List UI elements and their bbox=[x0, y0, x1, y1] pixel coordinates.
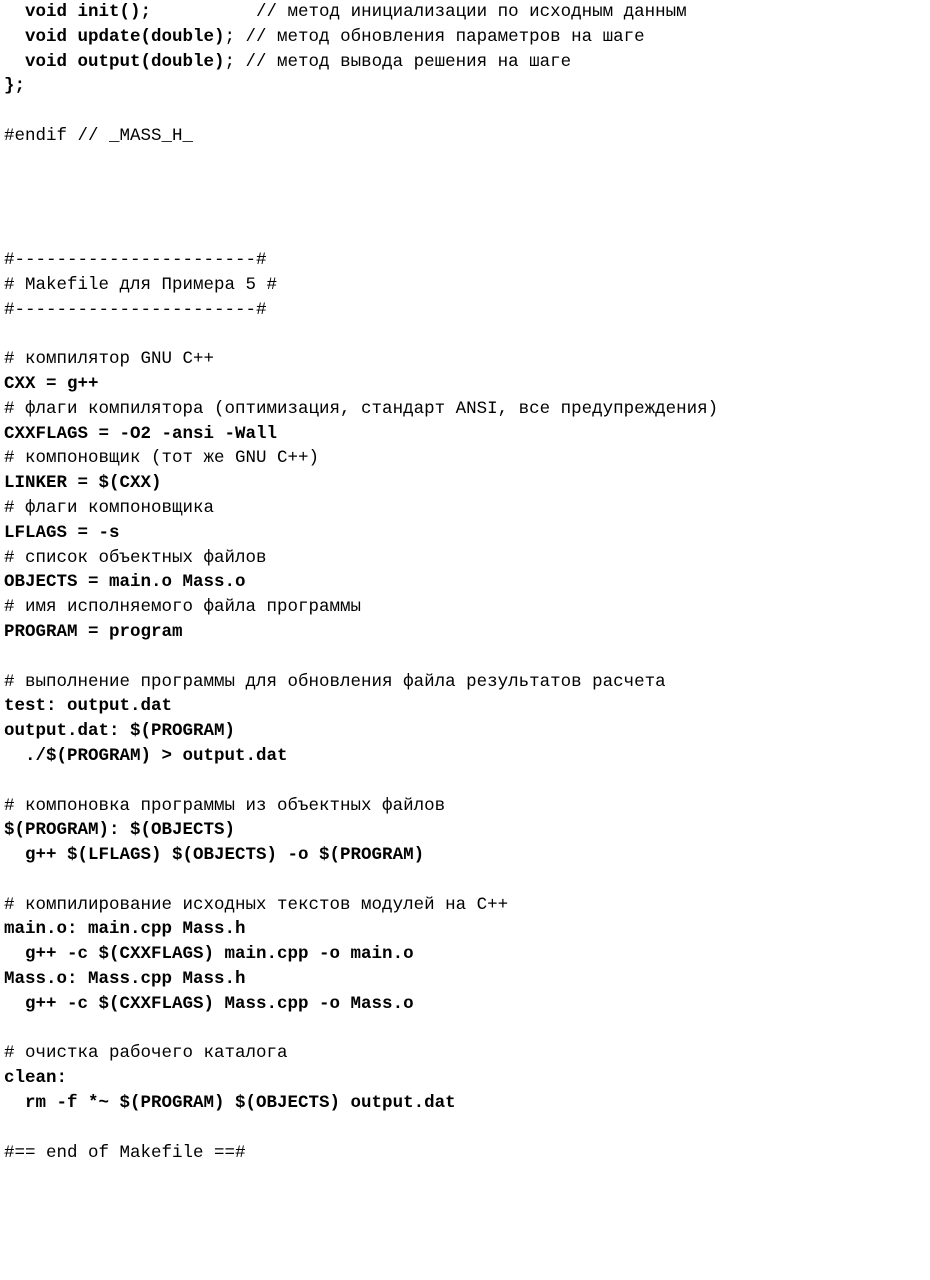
code-line bbox=[4, 917, 924, 942]
code-comment: #-----------------------# bbox=[4, 299, 267, 320]
code-token: clean: bbox=[4, 1068, 68, 1089]
code-line bbox=[4, 397, 924, 422]
code-comment: ; // метод обновления параметров на шаге bbox=[224, 26, 645, 47]
code-line bbox=[4, 1091, 924, 1116]
code-comment: // метод инициализации по исходным данным bbox=[151, 2, 687, 22]
code-token: CXXFLAGS = -O2 -ansi -Wall bbox=[4, 423, 278, 444]
code-line bbox=[4, 645, 924, 670]
code-line bbox=[4, 347, 924, 372]
code-token: CXX = g++ bbox=[4, 373, 99, 394]
code-line bbox=[4, 818, 924, 843]
code-token: void bbox=[4, 51, 78, 72]
code-line bbox=[4, 422, 924, 447]
code-line bbox=[4, 546, 924, 571]
code-token: output bbox=[77, 51, 141, 72]
code-line bbox=[4, 1141, 924, 1166]
code-line bbox=[4, 99, 924, 124]
code-comment: # компоновщик (тот же GNU C++) bbox=[4, 448, 320, 469]
code-token: PROGRAM = program bbox=[4, 621, 183, 642]
code-line bbox=[4, 794, 924, 819]
code-comment: # выполнение программы для обновления файла результатов расчета bbox=[4, 671, 666, 692]
code-line bbox=[4, 174, 924, 199]
code-comment: ; // метод вывода решения на шаге bbox=[224, 51, 572, 72]
code-line bbox=[4, 694, 924, 719]
code-comment: #== end of Makefile ==# bbox=[4, 1142, 246, 1163]
code-line bbox=[4, 25, 924, 50]
code-line bbox=[4, 521, 924, 546]
code-comment: # компоновка программы из объектных файлов bbox=[4, 795, 446, 816]
code-line bbox=[4, 471, 924, 496]
code-line bbox=[4, 967, 924, 992]
code-token: test: output.dat bbox=[4, 696, 173, 717]
code-line bbox=[4, 992, 924, 1017]
code-line bbox=[4, 744, 924, 769]
code-line bbox=[4, 570, 924, 595]
code-line bbox=[4, 322, 924, 347]
code-line bbox=[4, 1116, 924, 1141]
code-token: (double) bbox=[140, 51, 225, 72]
code-line bbox=[4, 446, 924, 471]
code-line bbox=[4, 198, 924, 223]
code-line bbox=[4, 1041, 924, 1066]
code-line bbox=[4, 149, 924, 174]
code-line bbox=[4, 942, 924, 967]
code-line bbox=[4, 298, 924, 323]
code-comment: # флаги компилятора (оптимизация, стандарт ANSI, все предупреждения) bbox=[4, 398, 719, 419]
code-line bbox=[4, 868, 924, 893]
code-line bbox=[4, 273, 924, 298]
code-line bbox=[4, 843, 924, 868]
code-listing bbox=[4, 0, 924, 1165]
code-line bbox=[4, 124, 924, 149]
code-comment: # имя исполняемого файла программы bbox=[4, 597, 362, 618]
code-token: (double) bbox=[140, 26, 225, 47]
code-token: g++ $(LFLAGS) $(OBJECTS) -o $(PROGRAM) bbox=[4, 845, 425, 866]
code-line bbox=[4, 893, 924, 918]
code-line bbox=[4, 50, 924, 75]
code-token: update bbox=[77, 26, 141, 47]
code-token: ./$(PROGRAM) > output.dat bbox=[4, 745, 288, 766]
code-line bbox=[4, 496, 924, 521]
code-comment: # список объектных файлов bbox=[4, 547, 267, 568]
code-comment: # флаги компоновщика bbox=[4, 497, 215, 518]
code-line bbox=[4, 670, 924, 695]
code-line bbox=[4, 248, 924, 273]
code-line bbox=[4, 1017, 924, 1042]
code-token: rm -f *~ $(PROGRAM) $(OBJECTS) output.dat bbox=[4, 1093, 456, 1114]
code-line bbox=[4, 372, 924, 397]
code-token: output.dat: $(PROGRAM) bbox=[4, 721, 236, 742]
code-comment: #-----------------------# bbox=[4, 249, 267, 270]
code-token: OBJECTS = main.o Mass.o bbox=[4, 572, 246, 593]
code-token: $(PROGRAM): $(OBJECTS) bbox=[4, 820, 236, 841]
code-token: init(); bbox=[77, 2, 152, 22]
code-comment: # очистка рабочего каталога bbox=[4, 1043, 288, 1064]
code-line bbox=[4, 223, 924, 248]
code-token: LFLAGS = -s bbox=[4, 522, 120, 543]
code-token: main.o: main.cpp Mass.h bbox=[4, 919, 246, 940]
code-token: Mass.o: Mass.cpp Mass.h bbox=[4, 969, 246, 990]
code-comment: # компилятор GNU C++ bbox=[4, 349, 215, 370]
code-token: void bbox=[4, 2, 78, 22]
code-token: void bbox=[4, 26, 78, 47]
code-comment: # Makefile для Примера 5 # bbox=[4, 274, 278, 295]
code-line bbox=[4, 769, 924, 794]
code-line bbox=[4, 595, 924, 620]
code-line bbox=[4, 0, 924, 25]
code-token: }; bbox=[4, 76, 26, 97]
code-line bbox=[4, 620, 924, 645]
code-comment: # компилирование исходных текстов модулей на C++ bbox=[4, 894, 509, 915]
code-line bbox=[4, 719, 924, 744]
code-token: g++ -c $(CXXFLAGS) main.cpp -o main.o bbox=[4, 944, 414, 965]
code-line bbox=[4, 1066, 924, 1091]
code-line bbox=[4, 74, 924, 99]
code-token: LINKER = $(CXX) bbox=[4, 473, 162, 494]
code-token: g++ -c $(CXXFLAGS) Mass.cpp -o Mass.o bbox=[4, 993, 414, 1014]
code-comment: #endif // _MASS_H_ bbox=[4, 125, 194, 146]
